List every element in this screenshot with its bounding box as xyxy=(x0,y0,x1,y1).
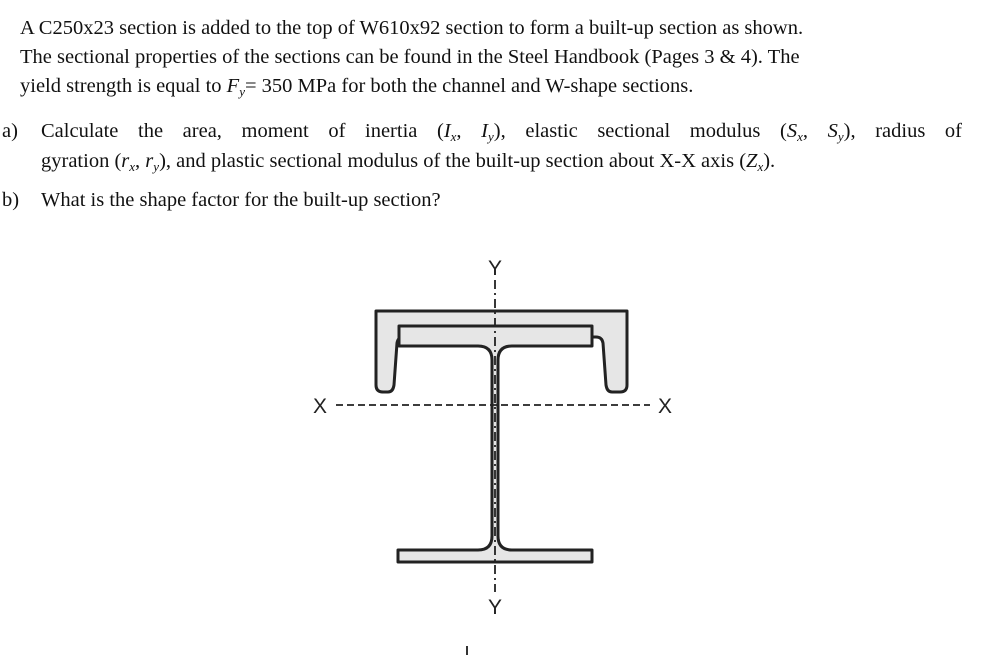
part-a-label: a) xyxy=(2,120,18,142)
part-b-text: What is the shape factor for the built-up section? xyxy=(41,189,441,211)
x-axis-left-label: X xyxy=(312,395,328,418)
part-a-line-1: Calculate the area, moment of inertia ($I_x$, $I_y$), elastic sectional modulus ($S_x$, $S_y$), radius of xyxy=(41,120,963,144)
stray-mark xyxy=(466,646,468,655)
part-b-label: b) xyxy=(2,189,20,211)
intro-line-3-text: yield strength is equal to xyxy=(20,75,227,97)
fy-subscript: y xyxy=(239,84,245,99)
x-axis-right-label: X xyxy=(657,395,673,418)
intro-line-2: The sectional properties of the sections can be found in the Steel Handbook (Pages 3 & 4). The xyxy=(20,46,800,68)
y-axis-top-label: Y xyxy=(487,257,503,280)
intro-line-1: A C250x23 section is added to the top of W610x92 section to form a built-up section as shown. xyxy=(20,17,804,39)
y-axis-bottom-label: Y xyxy=(487,596,503,619)
intro-line-3-rest: = 350 MPa for both the channel and W-shape sections. xyxy=(244,75,694,97)
fy-symbol: F xyxy=(226,75,240,97)
part-a-line-2: gyration ($r_x$, $r_y$), and plastic sectional modulus of the built-up section about X-X axis $(Z_x)$. xyxy=(41,150,776,174)
